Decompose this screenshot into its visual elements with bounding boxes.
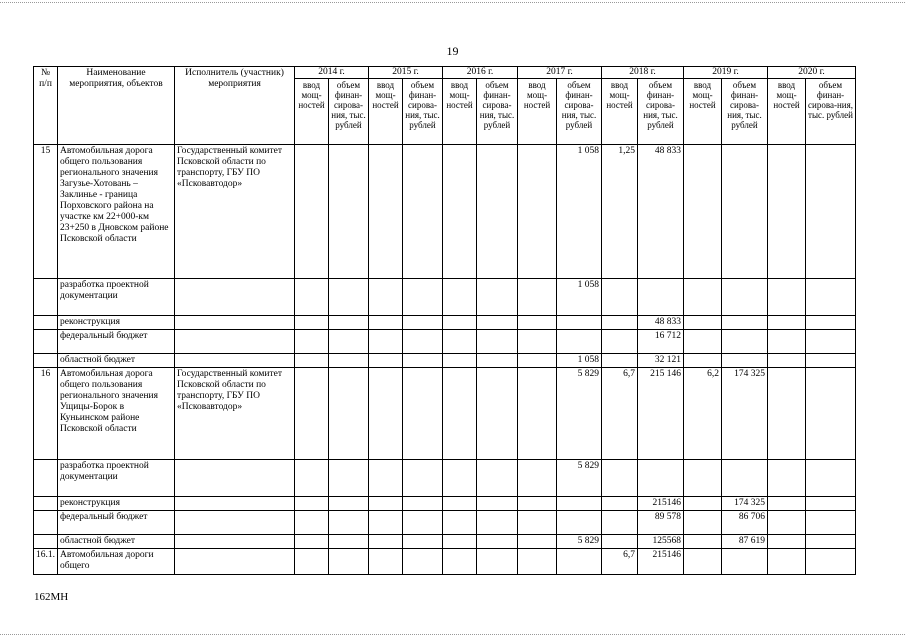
financing-cell [403,279,443,316]
financing-cell: 5 829 [557,535,602,549]
header-sub-input: ввод мощ-ностей [602,79,638,145]
capacity-cell [369,549,403,575]
capacity-cell [369,330,403,354]
financing-cell: 48 833 [638,145,684,279]
financing-cell [477,535,518,549]
header-sub-input: ввод мощ-ностей [443,79,477,145]
capacity-cell [295,497,329,511]
financing-cell [722,330,768,354]
capacity-cell [443,145,477,279]
row-name: федеральный бюджет [58,330,175,354]
capacity-cell [295,354,329,368]
financing-cell [557,330,602,354]
header-year: 2015 г. [369,67,443,79]
capacity-cell: 6,2 [684,368,722,460]
financing-cell [557,511,602,535]
row-executor [175,460,295,497]
row-name: реконструкция [58,497,175,511]
header-sub-input: ввод мощ-ностей [369,79,403,145]
header-sub-volume: объем финан-сирова-ния, тыс. рублей [477,79,518,145]
table-row [34,511,856,535]
financing-cell [722,354,768,368]
capacity-cell [768,460,806,497]
financing-cell: 16 712 [638,330,684,354]
header-sub-input: ввод мощ-ностей [768,79,806,145]
financing-cell: 174 325 [722,368,768,460]
capacity-cell [684,511,722,535]
capacity-cell [295,330,329,354]
capacity-cell [768,354,806,368]
capacity-cell [684,460,722,497]
table-row [34,316,856,330]
capacity-cell [768,279,806,316]
header-year: 2018 г. [602,67,684,79]
capacity-cell [369,354,403,368]
header-year: 2019 г. [684,67,768,79]
header-row-years [34,67,856,79]
capacity-cell [443,511,477,535]
row-number [34,330,58,354]
financing-cell: 1 058 [557,279,602,316]
financing-cell [477,316,518,330]
capacity-cell [518,535,557,549]
financing-cell [477,549,518,575]
financing-cell [329,330,369,354]
row-name: Автомобильная дороги общего [58,549,175,575]
row-name: реконструкция [58,316,175,330]
capacity-cell [443,460,477,497]
financing-cell [403,535,443,549]
header-sub-volume: объем финан-сирова-ния, тыс. рублей [557,79,602,145]
financing-cell [403,368,443,460]
capacity-cell [768,549,806,575]
capacity-cell [295,368,329,460]
capacity-cell [295,535,329,549]
capacity-cell [602,279,638,316]
financing-cell [477,354,518,368]
financing-cell [638,460,684,497]
bottom-scan-edge [0,634,905,635]
capacity-cell [684,535,722,549]
financing-cell: 215 146 [638,368,684,460]
row-number: 16 [34,368,58,460]
row-number [34,354,58,368]
financing-cell [806,460,856,497]
financing-cell: 174 325 [722,497,768,511]
capacity-cell [518,354,557,368]
page-number: 19 [446,44,459,58]
table-row [34,145,856,279]
financing-cell [403,460,443,497]
table-row [34,549,856,575]
capacity-cell [443,330,477,354]
capacity-cell [369,368,403,460]
financing-cell [722,145,768,279]
capacity-cell [369,511,403,535]
capacity-cell [369,535,403,549]
row-executor [175,511,295,535]
capacity-cell [684,330,722,354]
capacity-cell [295,145,329,279]
row-executor: Государственный комитет Псковской области по транспорту, ГБУ ПО «Псковавтодор» [175,145,295,279]
row-name: разработка проектной документации [58,460,175,497]
row-executor [175,354,295,368]
row-number [34,316,58,330]
capacity-cell [602,460,638,497]
row-name: областной бюджет [58,535,175,549]
row-name: областной бюджет [58,354,175,368]
row-executor [175,330,295,354]
financing-cell [329,549,369,575]
financing-cell: 215146 [638,497,684,511]
financing-cell [477,368,518,460]
row-number [34,511,58,535]
row-name: Автомобильная дорога общего пользования регионального значения Ущицы-Борок в Куньинском районе Псковской области [58,368,175,460]
financing-cell: 89 578 [638,511,684,535]
financing-cell: 125568 [638,535,684,549]
financing-cell [806,279,856,316]
row-number [34,497,58,511]
financing-cell [477,145,518,279]
capacity-cell [369,145,403,279]
capacity-cell [443,279,477,316]
row-number [34,460,58,497]
financing-cell: 86 706 [722,511,768,535]
capacity-cell [768,330,806,354]
header-sub-input: ввод мощ-ностей [684,79,722,145]
financing-cell [403,145,443,279]
row-executor [175,535,295,549]
financing-cell [557,316,602,330]
financing-cell [477,511,518,535]
financing-cell: 1 058 [557,354,602,368]
table-row [34,279,856,316]
row-number [34,535,58,549]
top-scan-edge [0,2,905,3]
row-executor [175,316,295,330]
table-row [34,330,856,354]
financing-cell [403,511,443,535]
row-number: 15 [34,145,58,279]
header-sub-volume: объем финан-сирова-ния, тыс. рублей [638,79,684,145]
financing-cell [477,497,518,511]
capacity-cell [369,497,403,511]
header-sub-volume: объем финан-сирова-ния, тыс. рублей [403,79,443,145]
header-year: 2020 г. [768,67,856,79]
capacity-cell [518,460,557,497]
capacity-cell [369,279,403,316]
capacity-cell [518,549,557,575]
capacity-cell [768,316,806,330]
financing-cell [806,316,856,330]
financing-cell [722,549,768,575]
financing-cell: 215146 [638,549,684,575]
financing-cell [806,497,856,511]
table-row [34,497,856,511]
financing-cell [477,330,518,354]
financing-cell: 5 829 [557,368,602,460]
header-sub-volume: объем финан-сирова-ния, тыс. рублей [329,79,369,145]
capacity-cell [602,535,638,549]
financing-cell [329,145,369,279]
capacity-cell [443,549,477,575]
capacity-cell [602,330,638,354]
header-executor: Исполнитель (участник) мероприятия [175,67,295,145]
financing-cell [477,279,518,316]
header-sub-volume: объем финан-сирова-ния, тыс. рублей [806,79,856,145]
financing-cell [722,460,768,497]
financing-cell [403,497,443,511]
header-num: № п/п [34,67,58,145]
financing-cell [329,497,369,511]
financing-cell [403,354,443,368]
row-name: Автомобильная дорога общего пользования регионального значения Загузье-Хотовань – Заклинье - граница Порховского района на участке км 22+000-км 23+250 в Дновском районе Псковской области [58,145,175,279]
capacity-cell [684,549,722,575]
capacity-cell [518,330,557,354]
capacity-cell [443,354,477,368]
header-year: 2017 г. [518,67,602,79]
financing-cell [403,330,443,354]
row-executor [175,497,295,511]
capacity-cell [443,535,477,549]
row-number [34,279,58,316]
capacity-cell [443,316,477,330]
capacity-cell [518,368,557,460]
financing-cell: 48 833 [638,316,684,330]
financing-cell: 1 058 [557,145,602,279]
header-year: 2014 г. [295,67,369,79]
financing-cell [329,535,369,549]
capacity-cell [518,497,557,511]
capacity-cell [768,535,806,549]
row-name: федеральный бюджет [58,511,175,535]
financing-cell [557,549,602,575]
capacity-cell [518,145,557,279]
row-number: 16.1. [34,549,58,575]
capacity-cell [443,368,477,460]
capacity-cell [369,460,403,497]
capacity-cell [684,316,722,330]
financing-cell [806,511,856,535]
capacity-cell [684,497,722,511]
financing-cell: 87 619 [722,535,768,549]
capacity-cell [518,279,557,316]
capacity-cell: 6,7 [602,549,638,575]
capacity-cell [518,511,557,535]
financing-cell [403,316,443,330]
capacity-cell [295,511,329,535]
capacity-cell [443,497,477,511]
header-name: Наименование мероприятия, объектов [58,67,175,145]
financing-cell [806,330,856,354]
header-year: 2016 г. [443,67,518,79]
financing-cell [329,511,369,535]
capacity-cell: 6,7 [602,368,638,460]
financing-cell [638,279,684,316]
financing-cell [806,368,856,460]
table-row [34,460,856,497]
row-executor [175,549,295,575]
financing-cell [329,368,369,460]
capacity-cell [369,316,403,330]
row-name: разработка проектной документации [58,279,175,316]
capacity-cell [602,316,638,330]
capacity-cell [684,279,722,316]
header-sub-input: ввод мощ-ностей [295,79,329,145]
table-row [34,354,856,368]
capacity-cell [602,354,638,368]
financing-cell [403,549,443,575]
financing-cell [477,460,518,497]
financing-cell [329,354,369,368]
capacity-cell [768,145,806,279]
table-row [34,368,856,460]
capacity-cell [768,368,806,460]
financing-cell [722,316,768,330]
capacity-cell [295,460,329,497]
capacity-cell [518,316,557,330]
capacity-cell [602,511,638,535]
program-table [33,66,856,575]
financing-cell [722,279,768,316]
capacity-cell [684,354,722,368]
row-executor [175,279,295,316]
capacity-cell [295,279,329,316]
capacity-cell [602,497,638,511]
financing-cell [557,497,602,511]
capacity-cell [295,316,329,330]
financing-cell [806,145,856,279]
header-sub-volume: объем финан-сирова-ния, тыс. рублей [722,79,768,145]
financing-cell [806,354,856,368]
financing-cell [329,316,369,330]
financing-cell: 5 829 [557,460,602,497]
capacity-cell [295,549,329,575]
capacity-cell [768,511,806,535]
table-row [34,535,856,549]
financing-cell [806,535,856,549]
financing-cell: 32 121 [638,354,684,368]
financing-cell [329,279,369,316]
capacity-cell [684,145,722,279]
financing-cell [329,460,369,497]
header-sub-input: ввод мощ-ностей [518,79,557,145]
financing-cell [806,549,856,575]
capacity-cell [768,497,806,511]
footer-code: 162МН [34,591,69,603]
row-executor: Государственный комитет Псковской области по транспорту, ГБУ ПО «Псковавтодор» [175,368,295,460]
capacity-cell: 1,25 [602,145,638,279]
